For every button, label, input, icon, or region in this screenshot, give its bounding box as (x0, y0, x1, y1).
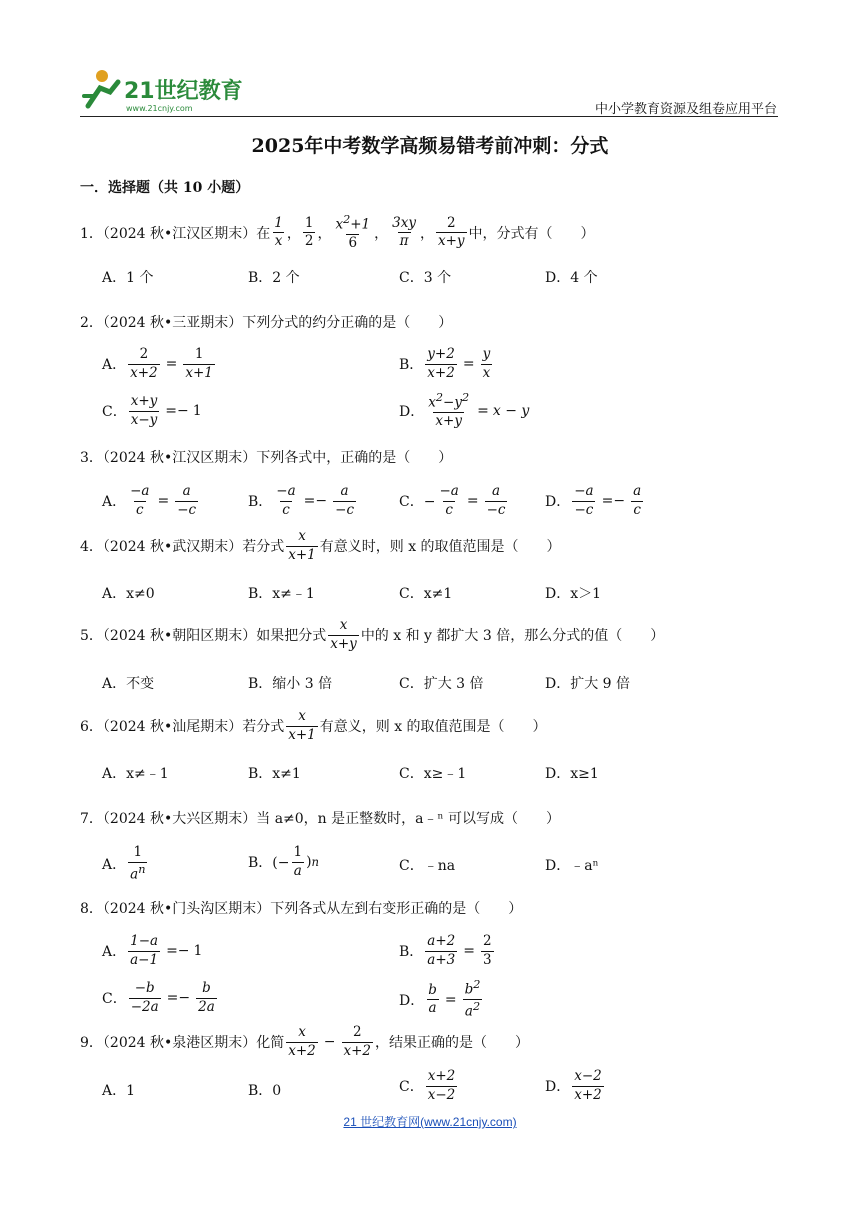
q6-option-c[interactable]: C．x≥﹣1 (399, 766, 467, 782)
q2-option-d[interactable]: D． $\frac{x^2-y^2}{x+y}$ = x − y (399, 391, 530, 430)
q5-option-d[interactable]: D．扩大 9 倍 (545, 676, 631, 692)
q1-option-b[interactable]: B．2 个 (248, 270, 300, 286)
question-6 (80, 709, 547, 743)
q7-option-d[interactable]: D．﹣aⁿ (545, 858, 599, 874)
q2-option-b[interactable]: B． $\frac{y+2}{x+2}$ = $\frac{y}{x}$ (399, 346, 491, 381)
q5-expr: $\frac{x}{x+y}$ (330, 617, 357, 652)
q5-option-c[interactable]: C．扩大 3 倍 (399, 676, 484, 692)
platform-label: 中小学教育资源及组卷应用平台 (594, 101, 777, 116)
q6-option-a[interactable]: A．x≠﹣1 (102, 766, 169, 782)
q1-stem-end: 中，分式有（ ） (468, 225, 595, 242)
q8-option-a[interactable]: A． $\frac{1-a}{a-1}$ =− 1 (102, 933, 203, 968)
q9-stem-start: 9．（2024 秋•泉港区期末）化简 (80, 1035, 285, 1052)
q4-stem-start: 4．（2024 秋•武汉期末）若分式 (80, 539, 285, 556)
q1-expr-5: $\frac{2}{x+y}$ (437, 214, 465, 250)
q9-expr-1: $\frac{x}{x+2}$ (288, 1024, 316, 1059)
q1-expr-4: $\frac{3xy}{\pi}$ (392, 214, 416, 250)
question-7: 7．（2024 秋•大兴区期末）当 a≠0，n 是正整数时，a﹣ⁿ 可以写成（ ） (80, 811, 560, 827)
logo-url: www.21cnjy.com (126, 104, 193, 113)
q9-option-b[interactable]: B．0 (248, 1083, 282, 1099)
q2-option-c[interactable]: C． $\frac{x+y}{x-y}$ =− 1 (102, 393, 202, 428)
q4-option-d[interactable]: D．x＞1 (545, 586, 602, 602)
q6-stem-start: 6．（2024 秋•汕尾期末）若分式 (80, 719, 285, 736)
q4-expr: $\frac{x}{x+1}$ (288, 528, 316, 563)
site-logo (80, 66, 250, 114)
q6-option-d[interactable]: D．x≥1 (545, 766, 599, 782)
question-2: 2．（2024 秋•三亚期末）下列分式的约分正确的是（ ） (80, 315, 453, 331)
q5-option-a[interactable]: A．不变 (102, 676, 155, 692)
q5-stem-end: 中的 x 和 y 都扩大 3 倍，那么分式的值（ ） (360, 628, 665, 645)
q6-expr: $\frac{x}{x+1}$ (288, 708, 316, 743)
question-8: 8．（2024 秋•门头沟区期末）下列各式从左到右变形正确的是（ ） (80, 901, 523, 917)
q3-option-d[interactable]: D． $\frac{-a}{-c}$ =− $\frac{a}{c}$ (545, 483, 642, 518)
q9-expr-2: $\frac{2}{x+2}$ (343, 1024, 372, 1059)
page-title: 2025年中考数学高频易错考前冲刺：分式 (251, 135, 609, 157)
q1-option-c[interactable]: C．3 个 (399, 270, 452, 286)
q6-option-b[interactable]: B．x≠1 (248, 766, 301, 782)
q3-option-b[interactable]: B． $\frac{-a}{c}$ =− $\frac{a}{-c}$ (248, 483, 355, 518)
q7-option-b[interactable]: B．(− $\frac{1}{a}$ ) n (248, 844, 320, 879)
q2-option-a[interactable]: A． $\frac{2}{x+2}$ = $\frac{1}{x+1}$ (102, 346, 213, 381)
q9-option-a[interactable]: A．1 (102, 1083, 136, 1099)
q1-expr-2: $\frac{1}{2}$ (304, 214, 314, 250)
q4-option-c[interactable]: C．x≠1 (399, 586, 453, 602)
question-1: 1．（2024 秋•江汉区期末）在 $\frac{1}{x}$ ， $\frac{1}{2}$ ， $\frac{x^2+1}{6}$ ， $\frac{3xy}{\pi}$ ， $\frac{2}{x+y}$ 中，分式有（ ） (80, 213, 595, 252)
q9-option-d[interactable]: D． $\frac{x-2}{x+2}$ (545, 1068, 602, 1103)
q6-stem-end: 有意义，则 x 的取值范围是（ ） (319, 719, 547, 736)
q4-option-b[interactable]: B．x≠﹣1 (248, 586, 315, 602)
q1-stem-start: 1．（2024 秋•江汉区期末）在 (80, 225, 271, 242)
q1-expr-3: $\frac{x^2+1}{6}$ (335, 213, 371, 252)
header-divider (80, 116, 778, 117)
q9-stem-end: ，结果正确的是（ ） (375, 1035, 530, 1052)
q5-stem-start: 5．（2024 秋•朝阳区期末）如果把分式 (80, 628, 327, 645)
q7-option-a[interactable]: A． $\frac{1}{a^n}$ (102, 844, 146, 883)
footer-link[interactable]: 21 世纪教育网(www.21cnjy.com) (343, 1115, 517, 1129)
question-9: 9．（2024 秋•泉港区期末）化简 $\frac{x}{x+2}$ − $\frac{2}{x+2}$ ，结果正确的是（ ） (80, 1024, 530, 1059)
q4-option-a[interactable]: A．x≠0 (102, 586, 155, 602)
logo-text: 21世纪教育 (124, 79, 243, 104)
q8-option-d[interactable]: D． $\frac{b}{a}$ = $\frac{b^2}{a^2}$ (399, 978, 481, 1020)
q8-option-b[interactable]: B． $\frac{a+2}{a+3}$ = $\frac{2}{3}$ (399, 933, 492, 968)
q1-option-d[interactable]: D．4 个 (545, 270, 598, 286)
q1-expr-1: $\frac{1}{x}$ (274, 214, 283, 250)
q8-option-c[interactable]: C． $\frac{-b}{-2a}$ =− $\frac{b}{2a}$ (102, 980, 215, 1015)
q9-option-c[interactable]: C． $\frac{x+2}{x-2}$ (399, 1068, 456, 1103)
question-3: 3．（2024 秋•江汉区期末）下列各式中，正确的是（ ） (80, 450, 453, 466)
question-5 (80, 618, 664, 652)
question-4 (80, 529, 561, 563)
q1-option-a[interactable]: A．1 个 (102, 270, 154, 286)
q4-stem-end: 有意义时，则 x 的取值范围是（ ） (319, 539, 561, 556)
section-heading: 一．选择题（共 10 小题） (80, 180, 250, 196)
q3-option-a[interactable]: A． $\frac{-a}{c}$ = $\frac{a}{-c}$ (102, 483, 197, 518)
q5-option-b[interactable]: B．缩小 3 倍 (248, 676, 333, 692)
q7-option-c[interactable]: C．﹣na (399, 858, 456, 874)
q3-option-c[interactable]: C．− $\frac{-a}{c}$ = $\frac{a}{-c}$ (399, 483, 506, 518)
